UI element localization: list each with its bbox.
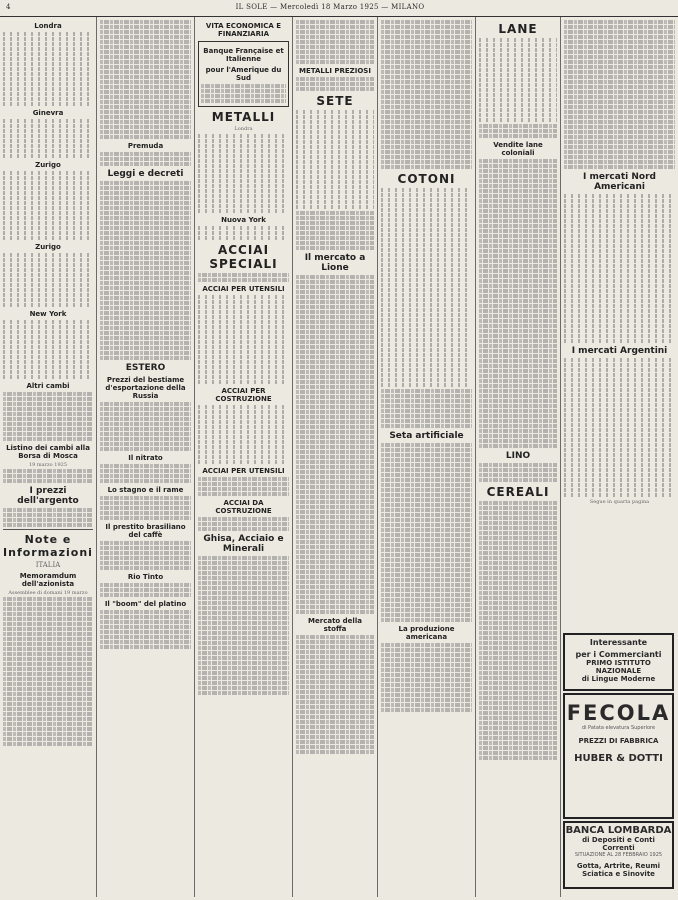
continued-note: Segue in quarta pagina (589, 499, 650, 505)
heading-nitrato: Il nitrato (128, 454, 163, 462)
heading-vendite-lane: Vendite lane coloniali (493, 141, 543, 157)
heading-sete: SETE (316, 94, 354, 108)
heading-ginevra: Ginevra (32, 109, 64, 117)
column-1: Londra Ginevra Zurigo Zurigo New York Altri cambi Listino dei cambi alla Borsa di Mosca 19 marzo 1925 I prezzi dell'argento Note e Informazioni ITALIA Memoramdum dell'azionista Assemblee di domani 19 marzo (0, 17, 97, 897)
heading-premuda: Premuda (127, 142, 164, 150)
heading-bestiame-russia: Prezzi del bestiame d'esportazione della Russia (105, 376, 186, 400)
heading-vita-economica: VITA ECONOMICA E FINANZIARIA (205, 22, 282, 38)
column-2 (97, 17, 195, 897)
column-3: VITA ECONOMICA E FINANZIARIA Banque Française et Italienne pour l'Amerique du Sud METALLI Londra Nuova York ACCIAI SPECIALI ACCIAI PER UTENSILI ACCIAI PER COSTRUZIONE ACCIAI PER UTENSILI ACCIAI DA COSTRUZIONE Ghisa, Acciaio e Minerali (195, 17, 293, 897)
page-number: 4 (6, 3, 11, 11)
heading-zurigo: Zurigo (35, 161, 61, 169)
heading-lino: LINO (505, 451, 531, 461)
heading-londra: Londra (34, 22, 62, 30)
heading-altri-cambi: Altri cambi (26, 382, 70, 390)
heading-produzione-americana: La produzione americana (398, 625, 455, 641)
heading-mercato-lione: Il mercato a Lione (304, 253, 366, 273)
heading-borsa-mosca: Listino dei cambi alla Borsa di Mosca (6, 444, 90, 460)
ad-banca-lombarda: BANCA LOMBARDA di Depositi e Conti Correnti SITUAZIONE AL 28 FEBBRAIO 1925 Gotta, Artrite, Reumi Sciatica e Sinovite (563, 821, 674, 889)
heading-estero: ESTERO (125, 363, 166, 373)
heading-boom-platino: Il "boom" del platino (104, 600, 187, 608)
heading-cotoni: COTONI (397, 172, 456, 186)
heading-note-informazioni: Note e Informazioni (3, 533, 93, 559)
heading-mercati-nord-americani: I mercati Nord Americani (583, 172, 656, 192)
masthead-line: IL SOLE — Mercoledì 18 Marzo 1925 — MILANO (235, 3, 425, 11)
heading-new-york: New York (29, 310, 67, 318)
column-5 (378, 17, 476, 897)
heading-memorandum: Memoramdum dell'azionista (19, 572, 77, 588)
heading-stagno-rame: Lo stagno e il rame (107, 486, 184, 494)
heading-acciai-speciali: ACCIAI SPECIALI (209, 243, 278, 271)
column-6 (476, 17, 561, 897)
heading-prezzi-argento: I prezzi dell'argento (17, 486, 79, 506)
heading-cereali: CEREALI (486, 485, 550, 499)
heading-metalli: METALLI (211, 110, 276, 124)
heading-lane: LANE (498, 22, 538, 36)
heading-prestito-caffe: Il prestito brasiliano del caffè (105, 523, 186, 539)
rate-table (3, 32, 93, 106)
heading-mercati-argentini: I mercati Argentini (571, 346, 668, 356)
heading-metalli-preziosi: METALLI PREZIOSI (299, 67, 371, 75)
heading-zurigo-2: Zurigo (35, 243, 61, 251)
heading-mercato-stoffa: Mercato della stoffa (308, 617, 362, 633)
ad-language-institute: Interessante per i Commercianti PRIMO ISTITUTO NAZIONALE di Lingue Moderne (563, 633, 674, 691)
bank-notice: Banque Française et Italienne pour l'Amerique du Sud (198, 41, 289, 107)
heading-rio-tinto: Rio Tinto (127, 573, 164, 581)
ad-fecola: FECOLA di Patata elevatura Superiore PREZZI DI FABBRICA HUBER & DOTTI (563, 693, 674, 819)
masthead (0, 0, 678, 17)
heading-seta-artificiale: Seta artificiale (389, 431, 464, 441)
column-4 (293, 17, 378, 897)
heading-nuova-york: Nuova York (221, 216, 266, 224)
heading-ghisa-acciaio: Ghisa, Acciaio e Minerali (203, 534, 284, 554)
heading-leggi-decreti: Leggi e decreti (107, 169, 184, 179)
